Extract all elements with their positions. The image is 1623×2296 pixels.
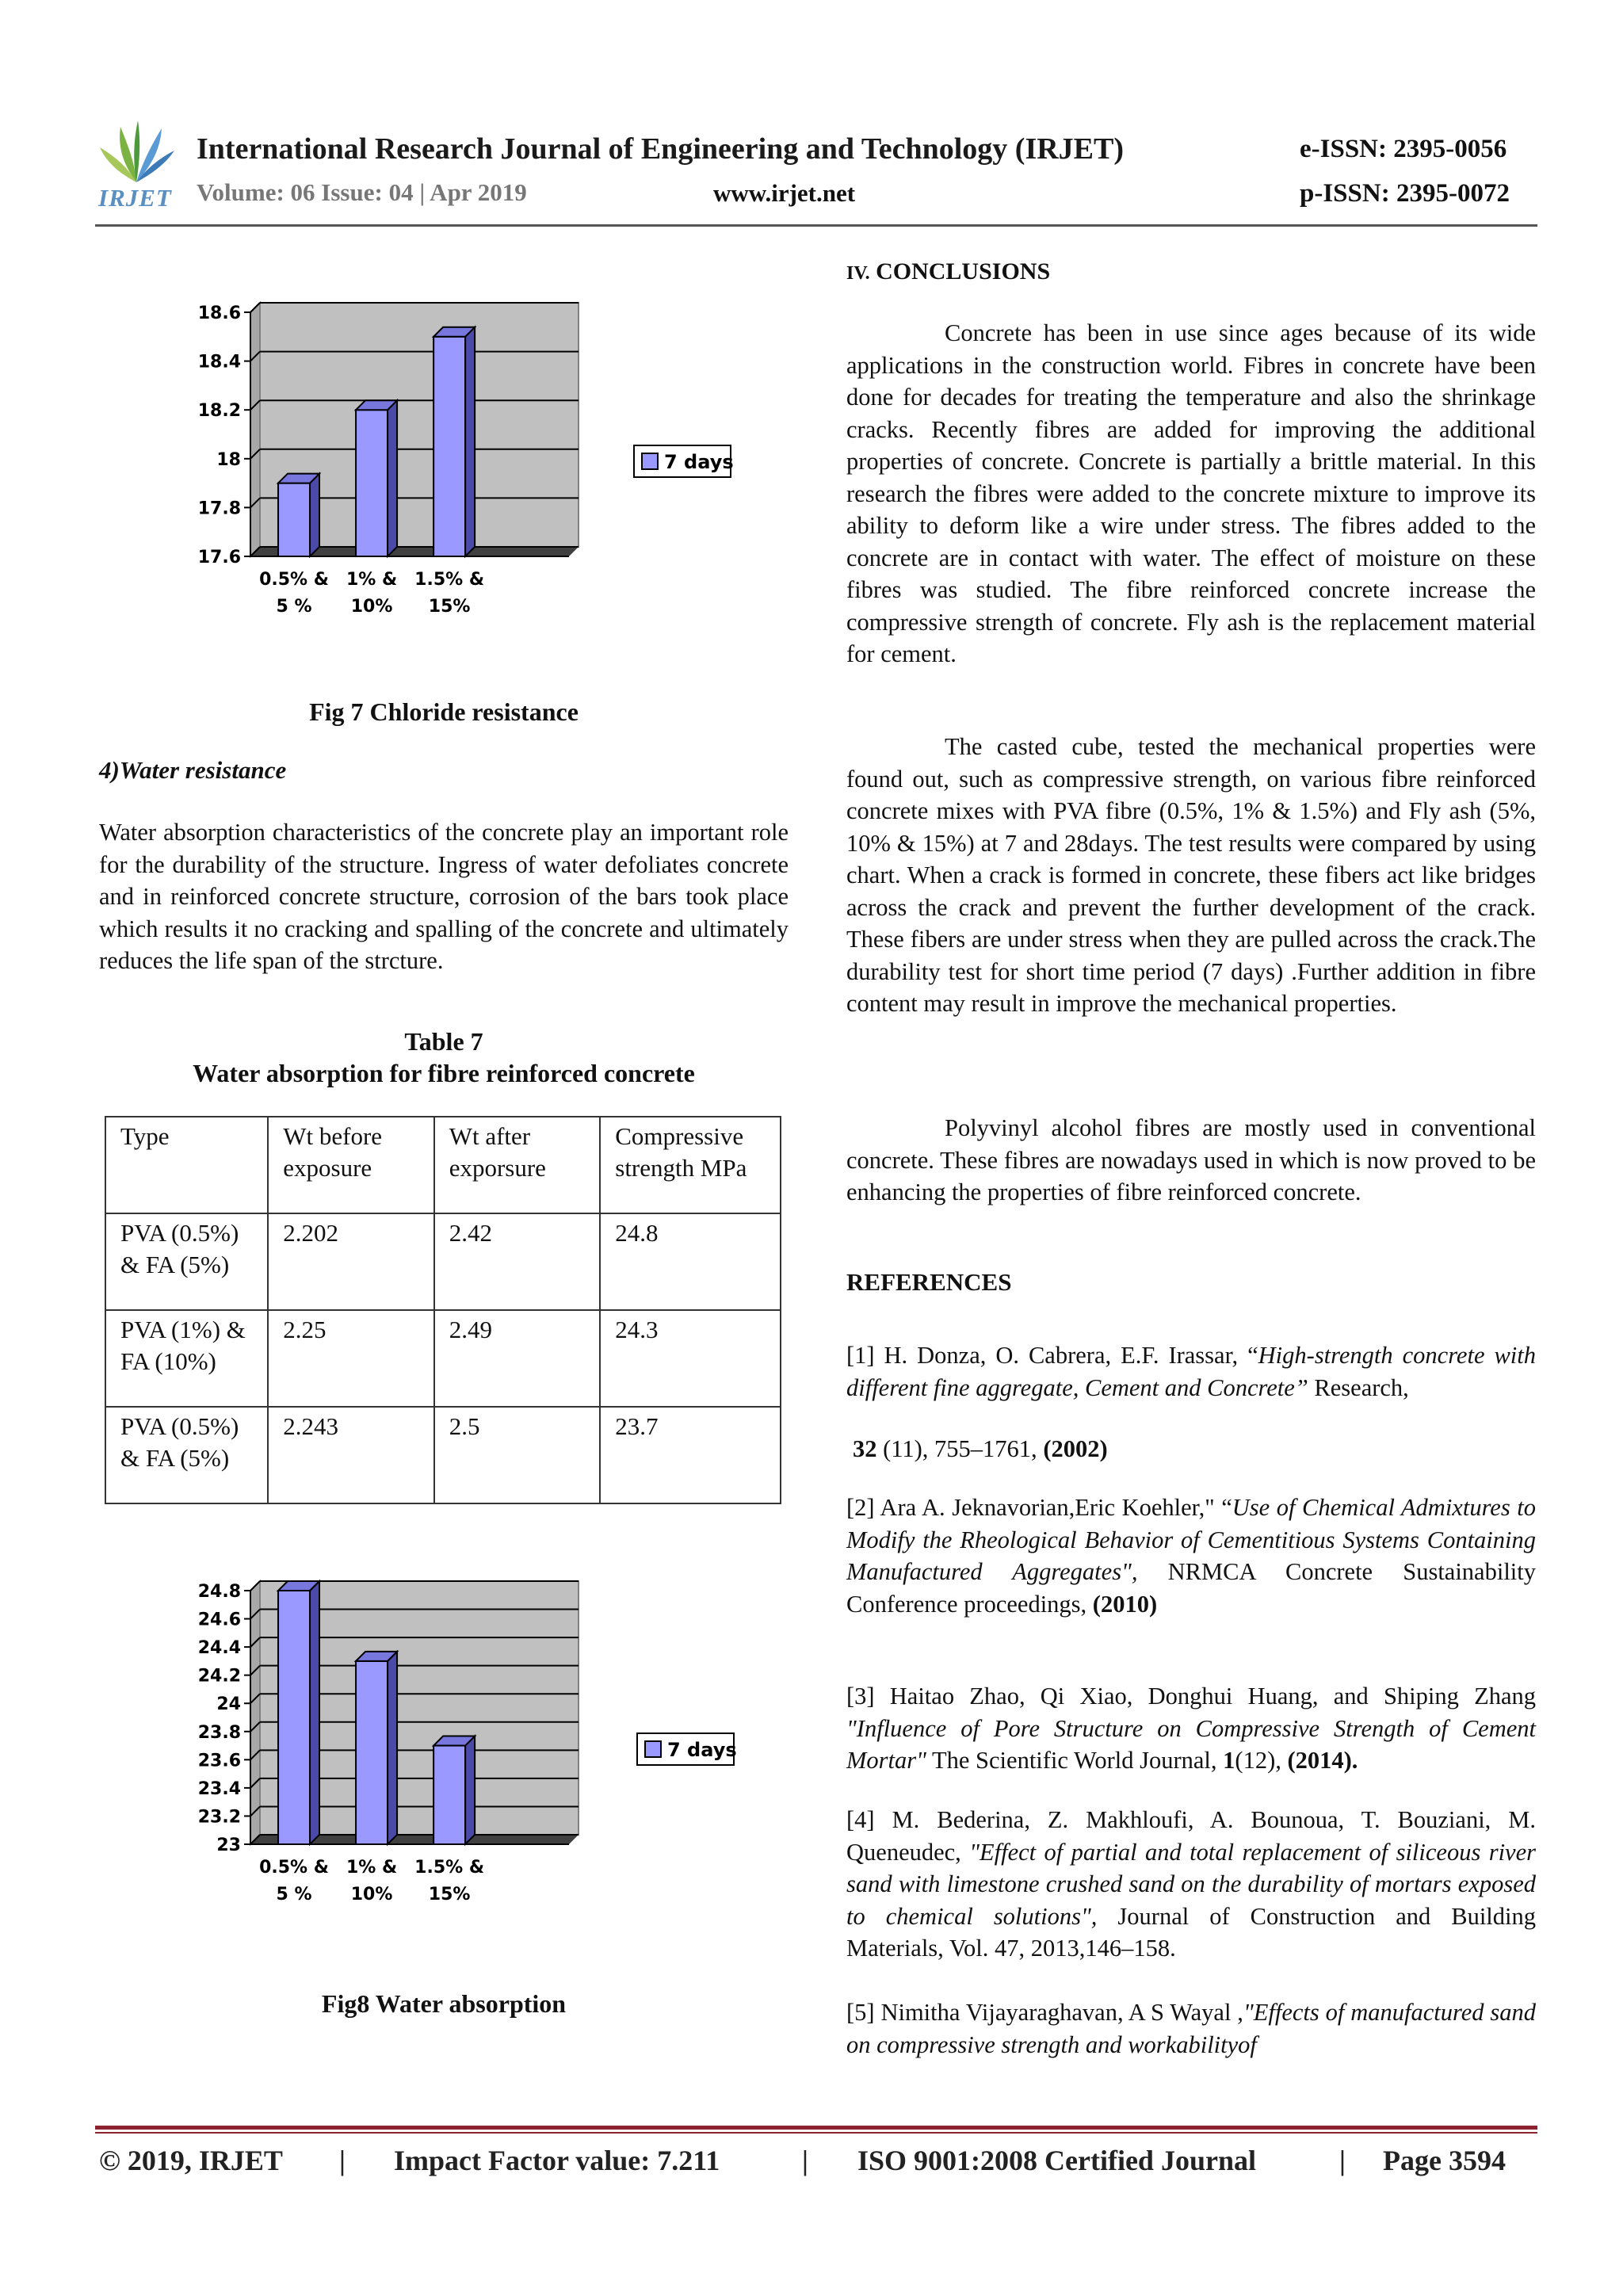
bar-side (388, 400, 397, 556)
ref2-title: Use of Chemical Admixtures to Modify the Rheological Behavior of Cementitious Systems Containing Manufactured Aggregates", (846, 1494, 1536, 1585)
table-row (105, 1213, 781, 1310)
x-tick-label: 15% (428, 1885, 471, 1904)
ref2-source: NRMCA Concrete Sustainability Conference proceedings, (846, 1558, 1536, 1618)
bar (356, 1661, 388, 1844)
y-tick-label: 24 (216, 1694, 241, 1715)
section-heading-water-resistance: 4)Water resistance (99, 756, 287, 784)
footer-copyright: © 2019, IRJET (99, 2145, 283, 2176)
fig8-caption: Fig8 Water absorption (321, 1989, 567, 2018)
legend (634, 445, 734, 477)
ref2-year: (2010) (1092, 1590, 1158, 1618)
bar (278, 483, 310, 556)
bar-side (310, 1581, 319, 1844)
table-cell: 2.42 (434, 1213, 601, 1310)
bar (433, 1746, 465, 1844)
ref3-year: (2014). (1287, 1747, 1358, 1774)
conclusions-paragraph-3 (846, 1112, 1536, 1209)
bar-side (465, 1736, 475, 1844)
x-tick-label: 5 % (276, 597, 312, 617)
table-header-cell: Compressive strength MPa (600, 1117, 781, 1213)
conclusions-heading (846, 258, 1050, 285)
water-resistance-paragraph: Water absorption characteristics of the concrete play an important role for the durability of the structure. Ingress of water defoliates concrete and in reinforced concrete structure, corrosion of the bars took place which results it no cracking and spalling of the concrete and ultimately reduces the life span of the strcture. (99, 819, 789, 974)
table-header-cell: Wt after exporsure (434, 1117, 601, 1213)
eissn: e-ISSN: 2395-0056 (1300, 135, 1507, 163)
bar-side (310, 474, 319, 556)
table-header-row (105, 1117, 781, 1213)
footer-divider (95, 2126, 1537, 2130)
fig8-chart (158, 1573, 792, 1938)
logo-text: IRJET (98, 184, 172, 212)
ref2-authors: [2] Ara A. Jeknavorian,Eric Koehler," “ (846, 1494, 1232, 1521)
ref4-source: Journal of Construction and Building Materials, Vol. 47, 2013,146–158. (846, 1902, 1537, 1962)
x-tick-label: 0.5% & (259, 1858, 329, 1878)
bar (278, 1591, 310, 1844)
ref1-volume: 32 (853, 1435, 877, 1462)
y-tick-label: 24.8 (197, 1582, 241, 1602)
x-tick-label: 0.5% & (259, 570, 329, 590)
table-cell: 2.25 (268, 1310, 433, 1407)
ref1-year: (2002) (1043, 1435, 1108, 1462)
fig8-chart-svg (158, 1573, 792, 1938)
y-tick-label: 24.6 (197, 1610, 241, 1630)
table-cell: 2.202 (268, 1213, 433, 1310)
fig7-caption: Fig 7 Chloride resistance (309, 697, 579, 726)
ref3-sep: , (1275, 1747, 1288, 1774)
ref3-title: "Influence of Pore Structure on Compressive Strength of Cement Mortar" (846, 1714, 1536, 1774)
y-tick-label: 18 (216, 449, 241, 470)
table-cell: 23.7 (600, 1407, 781, 1503)
water-absorption-table (105, 1116, 781, 1504)
y-tick-label: 17.8 (197, 499, 241, 519)
footer-separator: | (1339, 2145, 1346, 2176)
y-tick-label: 17.6 (197, 548, 241, 567)
conclusions-title: CONCLUSIONS (876, 258, 1051, 285)
ref1-pages: (11), 755–1761, (876, 1435, 1044, 1462)
conclusions-number: IV. (846, 263, 870, 284)
reference-3 (846, 1680, 1536, 1777)
reference-5 (846, 1996, 1536, 2061)
plot-side-wall (250, 303, 260, 556)
ref3-authors: [3] Haitao Zhao, Qi Xiao, Donghui Huang, and Shiping Zhang (846, 1683, 1536, 1710)
legend-label: 7 days (667, 1739, 737, 1761)
volume-info: Volume: 06 Issue: 04 | Apr 2019 (197, 178, 527, 206)
table-row (105, 1310, 781, 1407)
reference-1-details (853, 1433, 1542, 1465)
footer-divider-thin (95, 2132, 1537, 2134)
p3-text: Polyvinyl alcohol fibres are mostly used in conventional concrete. These fibres are nowadays used in which is now proved to be enhancing the properties of fibre reinforced concrete. (846, 1114, 1536, 1205)
reference-1 (846, 1339, 1536, 1404)
table-title: Water absorption for fibre reinforced concrete (193, 1059, 695, 1087)
bar (433, 337, 465, 556)
bar-side (465, 327, 475, 556)
ref3-issue: (12) (1235, 1747, 1276, 1774)
reference-4 (846, 1804, 1536, 1965)
legend-swatch (645, 1741, 661, 1757)
ref3-source: The Scientific World Journal, (926, 1747, 1224, 1774)
pissn: p-ISSN: 2395-0072 (1300, 179, 1510, 208)
website-link[interactable]: www.irjet.net (713, 179, 856, 207)
y-tick-label: 18.6 (197, 304, 241, 323)
footer-page-number: Page 3594 (1383, 2145, 1506, 2176)
x-tick-label: 1.5% & (414, 1858, 485, 1878)
y-tick-label: 18.2 (197, 401, 241, 422)
y-tick-label: 23.6 (197, 1751, 241, 1771)
p1-text: Concrete has been in use since ages because of its wide applications in the construction world. Fibres in concrete have been done for decades for treating the temperature and also the shrinkage cracks. Recently fibres are added for improving the additional properties of concrete. Concrete is partially a brittle material. In this research the fibres were added to the concrete mixture to improve its ability to deform like a wire under stress. The fibres added to the concrete are in contact with water. The effect of moisture on these fibres was studied. The fibre reinforced concrete increase the compressive strength of concrete. Fly ash is the replacement material for cement. (846, 319, 1536, 667)
footer-iso: ISO 9001:2008 Certified Journal (857, 2145, 1256, 2176)
plot-side-wall (250, 1581, 260, 1844)
header-divider (95, 224, 1537, 227)
table-cell: PVA (1%) & FA (10%) (105, 1310, 268, 1407)
y-tick-label: 18.4 (197, 352, 241, 372)
y-tick-label: 23 (216, 1836, 241, 1855)
footer-separator: | (802, 2145, 808, 2176)
table-cell: PVA (0.5%) & FA (5%) (105, 1407, 268, 1503)
table-cell: 24.3 (600, 1310, 781, 1407)
y-tick-label: 24.2 (197, 1666, 241, 1687)
table-row (105, 1407, 781, 1503)
x-tick-label: 10% (350, 1885, 393, 1904)
legend (637, 1733, 737, 1765)
x-tick-label: 1.5% & (414, 570, 485, 590)
table-header-cell: Type (105, 1117, 268, 1213)
ref5-title: "Effects of manufactured sand on compressive strength and workabilityof (846, 1999, 1536, 2058)
bar-side (388, 1652, 397, 1844)
bar (356, 410, 388, 556)
ref1-title: High-strength concrete with different fine aggregate, Cement and Concrete” (846, 1342, 1536, 1401)
table-cell: PVA (0.5%) & FA (5%) (105, 1213, 268, 1310)
x-tick-label: 1% & (346, 570, 398, 590)
x-tick-label: 10% (350, 597, 393, 617)
x-tick-label: 1% & (346, 1858, 398, 1878)
ref4-authors: [4] M. Bederina, Z. Makhloufi, A. Bounoua, T. Bouziani, M. Queneudec, (846, 1806, 1536, 1866)
fig7-chart-svg (158, 285, 792, 642)
legend-label: 7 days (664, 451, 734, 473)
y-tick-label: 24.4 (197, 1638, 241, 1659)
conclusions-paragraph-2 (846, 731, 1536, 1020)
ref4-title: "Effect of partial and total replacement of siliceous river sand with limestone crushed sand on the durability of mortars exposed to chemical solutions", (846, 1838, 1536, 1930)
y-tick-label: 23.8 (197, 1722, 241, 1743)
reference-2 (846, 1492, 1536, 1620)
ref1-source: Research, (1308, 1373, 1409, 1401)
ref5-authors: [5] Nimitha Vijayaraghavan, A S Wayal , (846, 1999, 1243, 2026)
table-header-cell: Wt before exposure (268, 1117, 433, 1213)
ref1-authors: [1] H. Donza, O. Cabrera, E.F. Irassar, “ (846, 1342, 1258, 1369)
table-cell: 24.8 (600, 1213, 781, 1310)
table-cell: 2.49 (434, 1310, 601, 1407)
y-tick-label: 23.4 (197, 1778, 241, 1799)
footer-impact-factor: Impact Factor value: 7.211 (394, 2145, 720, 2176)
conclusions-paragraph-1 (846, 317, 1536, 670)
table-cell: 2.5 (434, 1407, 601, 1503)
legend-swatch (642, 453, 658, 469)
ref3-volume: 1 (1223, 1747, 1235, 1774)
table-cell: 2.243 (268, 1407, 433, 1503)
journal-title: International Research Journal of Engineering and Technology (IRJET) (197, 132, 1125, 166)
fig7-chart (158, 285, 792, 642)
x-tick-label: 5 % (276, 1885, 312, 1904)
footer-separator: | (339, 2145, 346, 2176)
table-label: Table 7 (404, 1027, 483, 1056)
p2-text: The casted cube, tested the mechanical properties were found out, such as compressive strength, on various fibre reinforced concrete mixes with PVA fibre (0.5%, 1% & 1.5%) and Fly ash (5%, 10% & 15%) at 7 and 28days. The test results were compared by using chart. When a crack is formed in concrete, these fibers act like bridges across the crack and prevent the further development of the crack. These fibers are under stress when they are pulled across the crack.The durability test for short time period (7 days) .Further addition in fibre content may result in improve the mechanical properties. (846, 733, 1536, 1017)
y-tick-label: 23.2 (197, 1807, 241, 1828)
x-tick-label: 15% (428, 597, 471, 617)
references-heading: REFERENCES (846, 1268, 1012, 1296)
